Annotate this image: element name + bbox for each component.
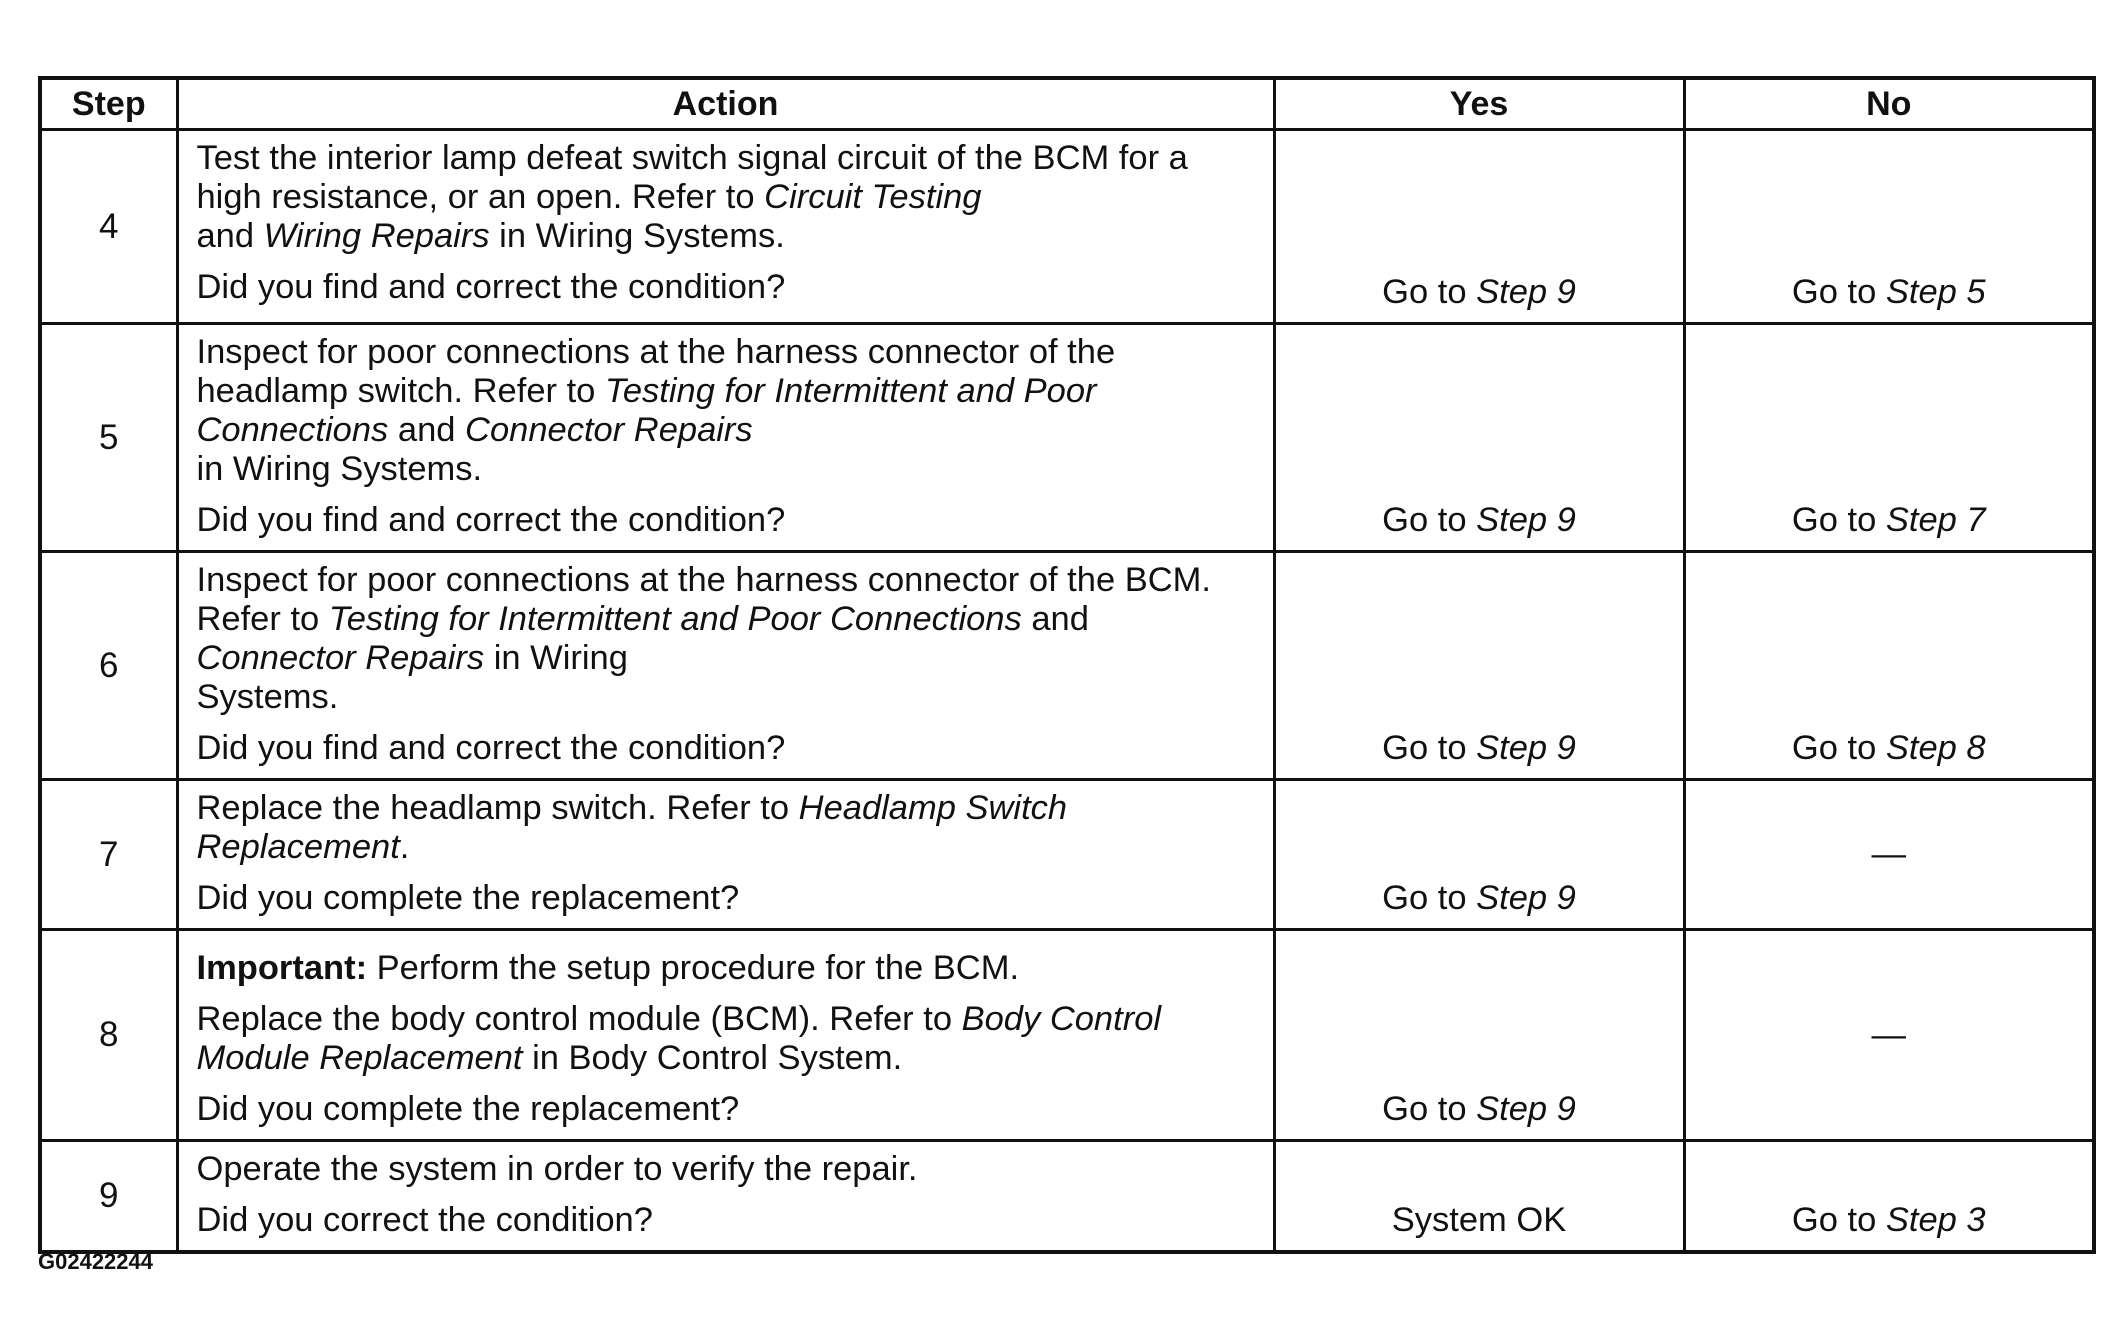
action-question: Did you find and correct the condition? — [196, 268, 786, 306]
action-cell — [177, 780, 1274, 930]
yes-step-link: Step 9 — [1476, 879, 1576, 917]
yes-step-link: Step 9 — [1476, 501, 1576, 539]
header-action: Action — [177, 78, 1274, 130]
action-text: in Wiring Systems. — [489, 217, 785, 255]
action-cell — [177, 552, 1274, 780]
action-text: in Wiring Systems. — [196, 450, 483, 488]
action-cell — [177, 930, 1274, 1141]
action-cell — [177, 324, 1274, 552]
action-question: Did you find and correct the condition? — [196, 729, 786, 767]
action-cell — [177, 1141, 1274, 1253]
header-yes: Yes — [1274, 78, 1684, 130]
no-result — [1684, 552, 2094, 780]
yes-step-link: Step 9 — [1476, 273, 1576, 311]
no-prefix: Go to — [1791, 501, 1886, 539]
yes-prefix: Go to — [1382, 879, 1477, 917]
yes-result — [1274, 930, 1684, 1141]
header-row — [40, 78, 2094, 130]
action-text: Replace the body control module (BCM). Refer to — [196, 1000, 962, 1038]
action-question: Did you find and correct the condition? — [196, 501, 786, 539]
yes-prefix: Go to — [1382, 1090, 1477, 1128]
step-number: 9 — [40, 1141, 177, 1253]
table-row — [40, 780, 2094, 930]
action-text: in Wiring — [484, 639, 628, 677]
action-text: and — [1021, 600, 1089, 638]
no-step-link: Step 3 — [1885, 1201, 1986, 1239]
reference-link-text: Connector Repairs — [196, 639, 485, 677]
action-instruction — [197, 333, 1255, 489]
important-note — [197, 949, 1255, 988]
action-instruction — [197, 561, 1255, 717]
reference-link-text: Connector Repairs — [465, 411, 753, 449]
action-instruction — [197, 139, 1255, 256]
action-text: . — [399, 828, 410, 866]
no-step-link: Step 8 — [1885, 729, 1986, 767]
action-text: and — [388, 411, 466, 449]
no-result — [1684, 1141, 2094, 1253]
header-no: No — [1684, 78, 2094, 130]
no-step-link: Step 7 — [1885, 501, 1986, 539]
no-dash: — — [1871, 1015, 1906, 1054]
table-row — [40, 324, 2094, 552]
table-body — [40, 130, 2094, 1253]
action-instruction — [197, 1000, 1255, 1078]
step-number: 8 — [40, 930, 177, 1141]
diagnostic-table — [38, 76, 2096, 1254]
step-number: 7 — [40, 780, 177, 930]
no-prefix: Go to — [1791, 729, 1886, 767]
figure-code: G02422244 — [38, 1249, 153, 1274]
yes-prefix: Go to — [1382, 501, 1477, 539]
reference-link-text: Body Control Module Replacement — [196, 1000, 1162, 1077]
yes-result — [1274, 1141, 1684, 1253]
yes-step-link: Step 9 — [1476, 1090, 1576, 1128]
action-text: Operate the system in order to verify the repair. — [196, 1150, 918, 1188]
reference-link-text: Testing for Intermittent and Poor Connections — [196, 372, 1097, 449]
no-result — [1684, 324, 2094, 552]
action-question: Did you complete the replacement? — [196, 879, 740, 917]
yes-prefix: Go to — [1382, 729, 1477, 767]
table-row — [40, 130, 2094, 324]
yes-step-link: Step 9 — [1476, 729, 1576, 767]
reference-link-text: Headlamp Switch Replacement — [196, 789, 1068, 866]
table-row — [40, 1141, 2094, 1253]
yes-prefix: Go to — [1382, 273, 1477, 311]
table-row — [40, 552, 2094, 780]
no-prefix: Go to — [1791, 1201, 1886, 1239]
no-result — [1684, 130, 2094, 324]
important-label: Important: — [196, 949, 368, 987]
reference-link-text: Testing for Intermittent and Poor Connections — [328, 600, 1022, 638]
no-prefix: Go to — [1791, 273, 1886, 311]
reference-link-text: Wiring Repairs — [263, 217, 490, 255]
action-text: and — [196, 217, 264, 255]
action-text: in Body Control System. — [522, 1039, 903, 1077]
action-question: Did you complete the replacement? — [196, 1090, 740, 1128]
no-step-link: Step 5 — [1885, 273, 1986, 311]
reference-link-text: Circuit Testing — [764, 178, 982, 216]
yes-result — [1274, 130, 1684, 324]
yes-result — [1274, 324, 1684, 552]
action-text: Inspect for poor connections at the harness connector of the BCM. Refer to — [196, 561, 1211, 638]
action-cell — [177, 130, 1274, 324]
action-instruction — [197, 789, 1255, 867]
table-row — [40, 930, 2094, 1141]
step-number: 4 — [40, 130, 177, 324]
yes-result — [1274, 552, 1684, 780]
no-dash: — — [1871, 835, 1906, 873]
action-text: Systems. — [196, 678, 339, 716]
action-text: Replace the headlamp switch. Refer to — [196, 789, 799, 827]
action-question: Did you correct the condition? — [196, 1201, 653, 1239]
action-instruction — [197, 1150, 1255, 1189]
no-result — [1684, 930, 2094, 1141]
header-step: Step — [40, 78, 177, 130]
important-text: Perform the setup procedure for the BCM. — [367, 949, 1020, 987]
action-text: Inspect for poor connections at the harness connector of the headlamp switch. Refer to — [196, 333, 1116, 410]
yes-result — [1274, 780, 1684, 930]
action-text: Test the interior lamp defeat switch signal circuit of the BCM for a high resistance, or an open. Refer to — [196, 139, 1188, 216]
step-number: 5 — [40, 324, 177, 552]
yes-text: System OK — [1391, 1201, 1567, 1239]
no-result — [1684, 780, 2094, 930]
step-number: 6 — [40, 552, 177, 780]
